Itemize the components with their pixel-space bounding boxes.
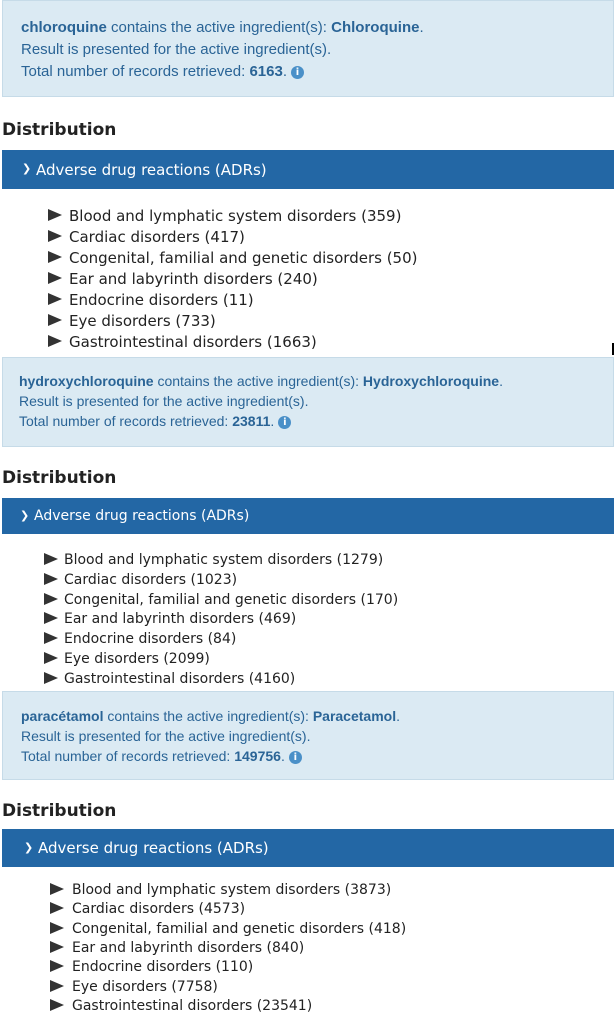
drug-info-box — [2, 691, 614, 780]
records-line: Total number of records retrieved: 23811. i — [19, 413, 291, 429]
drug-query: hydroxychloroquine — [19, 373, 154, 389]
active-ingredient: Paracetamol — [312, 708, 397, 724]
list-item[interactable]: Cardiac disorders (417) — [69, 228, 245, 246]
records-count: 6163 — [249, 63, 283, 80]
triangle-right-icon[interactable] — [48, 230, 62, 242]
chevron-down-icon: ❯ — [24, 841, 34, 854]
triangle-right-icon[interactable] — [50, 999, 64, 1011]
list-item[interactable]: Endocrine disorders (84) — [64, 631, 237, 647]
info-icon[interactable]: i — [289, 751, 302, 764]
triangle-right-icon[interactable] — [48, 272, 62, 284]
drug-info-box — [2, 357, 614, 447]
info-icon[interactable]: i — [278, 416, 291, 429]
triangle-right-icon[interactable] — [50, 922, 64, 934]
list-item[interactable]: Ear and labyrinth disorders (469) — [64, 611, 297, 627]
list-item[interactable]: Endocrine disorders (110) — [72, 959, 254, 975]
distribution-heading: Distribution — [2, 801, 117, 821]
triangle-right-icon[interactable] — [50, 883, 64, 895]
adr-accordion-header[interactable] — [2, 150, 614, 189]
list-item[interactable]: Congenital, familial and genetic disorders (170) — [64, 592, 399, 608]
triangle-right-icon[interactable] — [48, 335, 62, 347]
triangle-right-icon[interactable] — [48, 293, 62, 305]
triangle-right-icon[interactable] — [48, 209, 62, 221]
list-item[interactable]: Ear and labyrinth disorders (240) — [69, 270, 318, 288]
list-item[interactable]: Gastrointestinal disorders (23541) — [72, 998, 313, 1014]
triangle-right-icon[interactable] — [48, 314, 62, 326]
list-item[interactable]: Cardiac disorders (1023) — [64, 572, 238, 588]
records-count: 149756 — [234, 748, 281, 764]
triangle-right-icon[interactable] — [48, 251, 62, 263]
active-ingredient: Hydroxychloroquine — [362, 373, 500, 389]
active-ingredient: Chloroquine — [331, 19, 420, 36]
list-item[interactable]: Cardiac disorders (4573) — [72, 901, 246, 917]
chevron-down-icon: ❯ — [22, 162, 32, 175]
result-note: Result is presented for the active ingredient(s). — [21, 41, 332, 58]
adr-header-label: Adverse drug reactions (ADRs) — [36, 161, 267, 179]
list-item[interactable]: Blood and lymphatic system disorders (1279) — [64, 552, 384, 568]
drug-query: paracétamol — [21, 708, 104, 724]
list-item[interactable]: Eye disorders (7758) — [72, 979, 218, 995]
list-item[interactable]: Gastrointestinal disorders (4160) — [64, 671, 296, 687]
triangle-right-icon[interactable] — [50, 960, 64, 972]
list-item[interactable]: Blood and lymphatic system disorders (359) — [69, 207, 402, 225]
list-item[interactable]: Eye disorders (2099) — [64, 651, 210, 667]
adr-accordion-header[interactable] — [2, 498, 614, 534]
distribution-heading: Distribution — [2, 468, 117, 488]
adr-accordion-header[interactable] — [2, 829, 614, 867]
ingredient-line: paracétamol contains the active ingredient(s): Paracetamol. — [21, 708, 400, 724]
triangle-right-icon[interactable] — [44, 652, 58, 664]
list-item[interactable]: Gastrointestinal disorders (1663) — [69, 333, 317, 351]
distribution-heading: Distribution — [2, 120, 117, 140]
chevron-down-icon: ❯ — [20, 509, 30, 522]
result-note: Result is presented for the active ingredient(s). — [19, 393, 309, 409]
ingredient-line: hydroxychloroquine contains the active ingredient(s): Hydroxychloroquine. — [19, 373, 503, 389]
ingredient-line: chloroquine contains the active ingredient(s): Chloroquine. — [21, 19, 424, 36]
list-item[interactable]: Endocrine disorders (11) — [69, 291, 254, 309]
drug-query: chloroquine — [21, 19, 107, 36]
triangle-right-icon[interactable] — [44, 612, 58, 624]
records-line: Total number of records retrieved: 6163. i — [21, 63, 304, 80]
records-count: 23811 — [232, 413, 271, 429]
drug-info-box — [2, 0, 614, 97]
adr-header-label: Adverse drug reactions (ADRs) — [34, 508, 250, 524]
triangle-right-icon[interactable] — [44, 553, 58, 565]
info-icon[interactable]: i — [291, 66, 304, 79]
triangle-right-icon[interactable] — [50, 902, 64, 914]
adr-header-label: Adverse drug reactions (ADRs) — [38, 839, 269, 857]
list-item[interactable]: Blood and lymphatic system disorders (3873) — [72, 882, 392, 898]
triangle-right-icon[interactable] — [44, 672, 58, 684]
triangle-right-icon[interactable] — [44, 573, 58, 585]
list-item[interactable]: Ear and labyrinth disorders (840) — [72, 940, 305, 956]
list-item[interactable]: Eye disorders (733) — [69, 312, 216, 330]
triangle-right-icon[interactable] — [50, 980, 64, 992]
text-cursor — [612, 343, 614, 355]
records-line: Total number of records retrieved: 149756. i — [21, 748, 302, 764]
list-item[interactable]: Congenital, familial and genetic disorders (50) — [69, 249, 418, 267]
triangle-right-icon[interactable] — [44, 632, 58, 644]
triangle-right-icon[interactable] — [50, 941, 64, 953]
list-item[interactable]: Congenital, familial and genetic disorders (418) — [72, 921, 407, 937]
triangle-right-icon[interactable] — [44, 593, 58, 605]
result-note: Result is presented for the active ingredient(s). — [21, 728, 311, 744]
